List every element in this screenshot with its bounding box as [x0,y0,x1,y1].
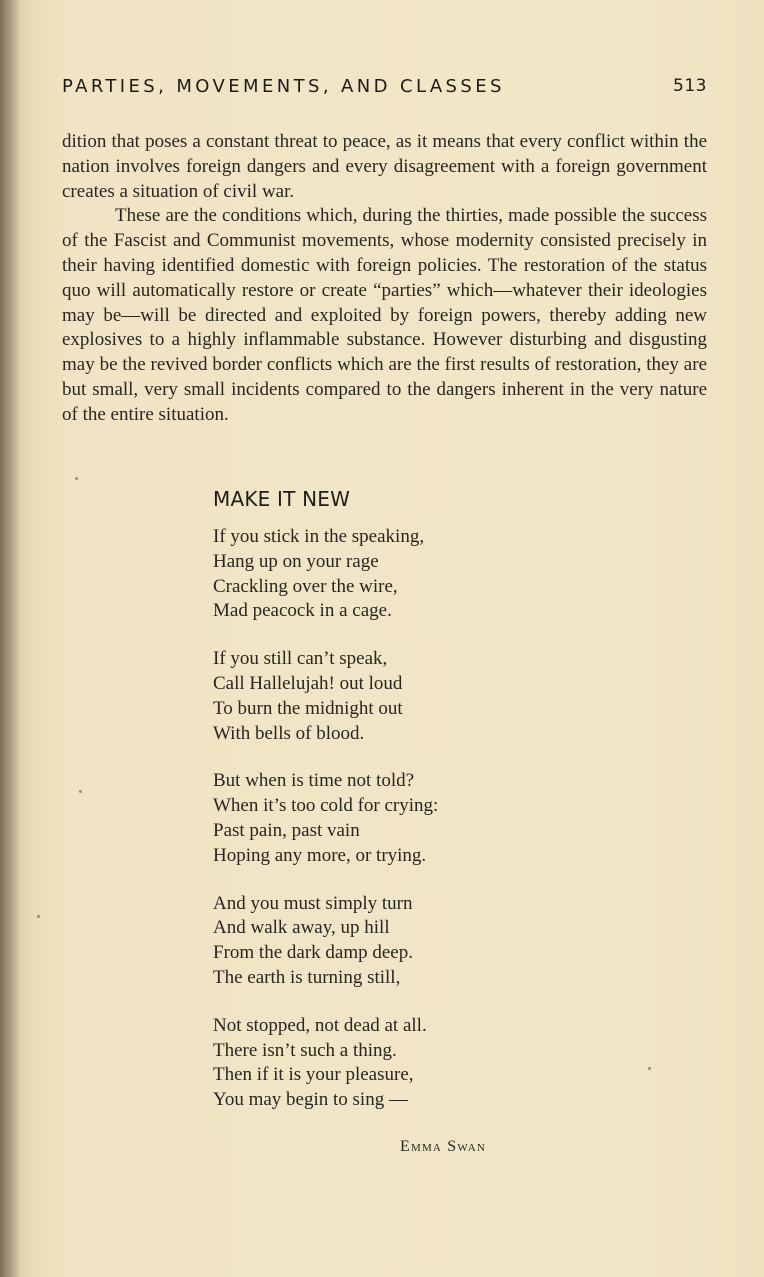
poem-line: Crackling over the wire, [213,575,398,597]
poem-line: Hoping any more, or trying. [213,844,427,866]
poem-title: MAKE IT NEW [213,487,351,511]
poem-line: And walk away, up hill [213,917,390,939]
paragraph: These are the conditions which, during the thirties, made possible the success of the Fascist and Communist movements, whose modernity consisted precisely in their having identified domestic with foreign policies. The restoration of the status quo will automatically restore or create “parties” which—whatever their ideologies may be—will be directed and exploited by foreign powers, thereby adding new explosives to a highly inflammable substance. However disturbing and disgusting may be the revived border conflicts which are the first results of restoration, they are but small, very small incidents compared to the dangers inherent in the very nature of the entire situation. [62,205,707,425]
poem-line: From the dark damp deep. [213,942,413,964]
paragraph-continued: dition that poses a constant threat to peace, as it means that every conflict within the nation involves foreign dangers and every disagreement with a foreign government creates a situation of civil war. [62,131,707,202]
poem-stanza [213,525,613,624]
poem-line: Hang up on your rage [213,550,379,572]
poem-line: Past pain, past vain [213,819,360,841]
poem-line: With bells of blood. [213,722,365,744]
poem-line: But when is time not told? [213,770,415,792]
paper-speck [37,915,40,918]
poem-line: And you must simply turn [213,892,413,914]
poem-line: If you still can’t speak, [213,648,388,670]
page-spine-shadow [0,0,20,1277]
poem-line: Call Hallelujah! out loud [213,672,403,694]
poem-line: There isn’t such a thing. [213,1039,397,1061]
paper-speck [79,790,82,793]
page-number: 513 [673,76,707,96]
poem-line: If you stick in the speaking, [213,526,425,547]
poem-line: The earth is turning still, [213,966,401,988]
poem-stanza [213,892,613,991]
poem-stanza [213,1014,613,1113]
essay-text [62,130,707,428]
poem-author: Emma Swan [400,1138,487,1155]
poem [213,487,613,1136]
poem-line: To burn the midnight out [213,697,403,719]
running-head: PARTIES, MOVEMENTS, AND CLASSES [62,76,505,97]
page-header [62,76,707,102]
poem-line: Then if it is your pleasure, [213,1064,414,1086]
poem-line: Not stopped, not dead at all. [213,1014,427,1036]
paper-speck [75,477,78,480]
paper-speck [648,1067,651,1070]
poem-line: Mad peacock in a cage. [213,600,392,622]
poem-line: When it’s too cold for crying: [213,795,439,817]
poem-line: You may begin to sing — [213,1089,408,1111]
poem-stanza [213,647,613,746]
poem-stanza [213,769,613,868]
